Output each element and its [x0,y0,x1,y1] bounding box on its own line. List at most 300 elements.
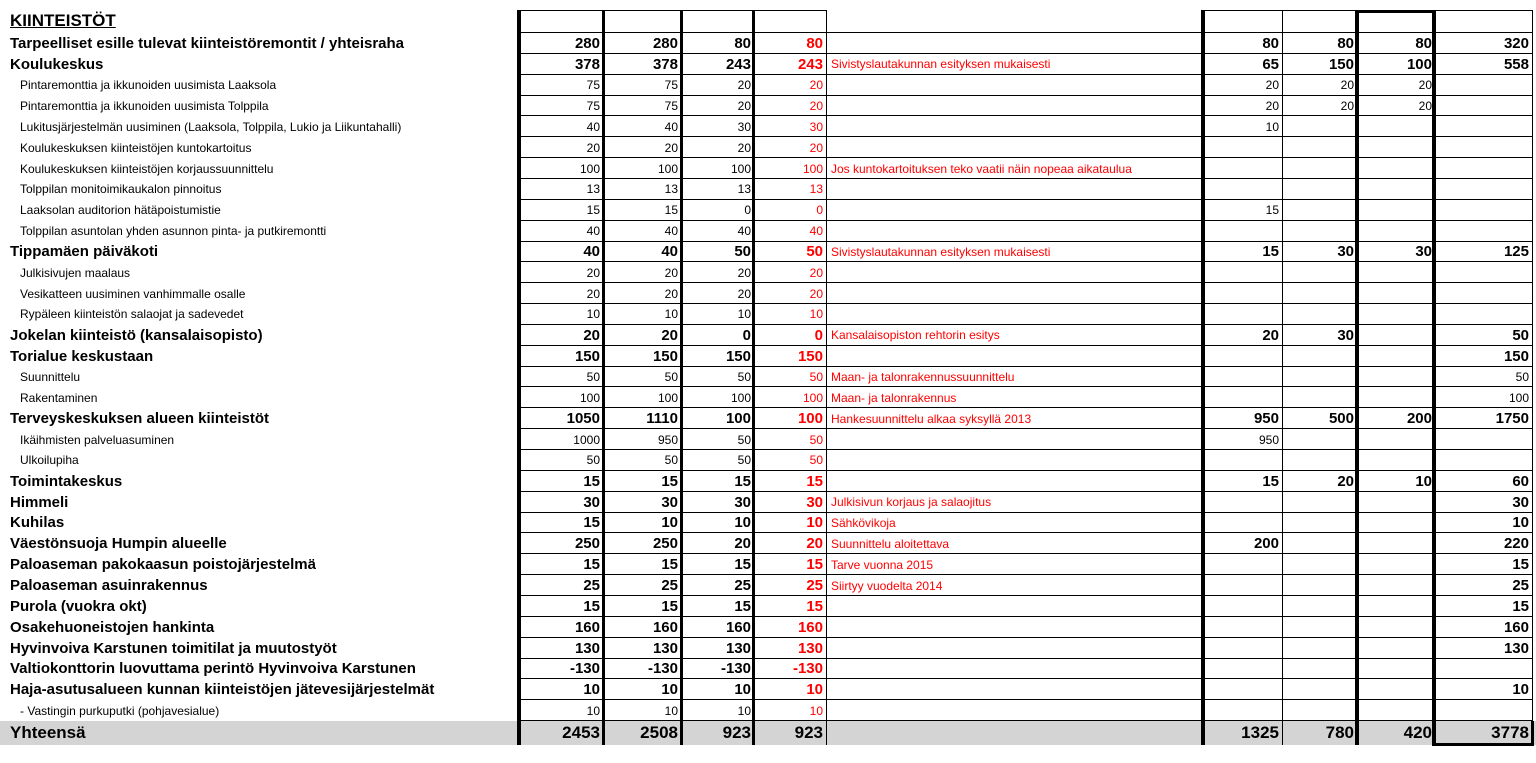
row-divider [826,428,1203,429]
total-forecast-cell: 1325 [1241,723,1279,743]
row-divider [826,407,1203,408]
forecast-cell [1282,533,1357,554]
forecast-cell [1435,116,1532,137]
forecast-cell [1203,387,1282,408]
row-divider [520,74,826,75]
value-cell: 10 [586,307,600,322]
total-label: Yhteensä [10,723,86,743]
forecast-cell: 150 [1328,55,1354,73]
row-label: Hyvinvoiva Karstunen toimitilat ja muutostyöt [10,639,337,657]
row-divider [520,470,826,471]
forecast-cell [1282,221,1357,242]
value-cell: 150 [574,347,600,365]
forecast-cell [1282,513,1357,534]
forecast-cell: 100 [1406,55,1432,73]
value-cell: 25 [583,577,600,595]
value-cell: 50 [586,453,600,468]
forecast-cell [1203,367,1282,388]
value-cell: 20 [664,140,678,155]
value-cell: 10 [737,703,751,718]
row-divider [1203,637,1532,638]
forecast-cell [1203,679,1282,700]
thick-column-divider [602,10,605,745]
comment-cell: Sivistyslautakunnan esityksen mukaisesti [831,244,1051,259]
value-cell: -130 [647,660,678,678]
value-cell: 150 [797,347,823,365]
value-cell: -130 [569,660,600,678]
row-divider [826,74,1203,75]
total-forecast-cell: 3778 [1491,723,1529,743]
value-cell: 100 [730,390,751,405]
row-label: Koulukeskus [10,55,104,73]
value-cell: 13 [809,182,823,197]
row-divider [826,324,1203,325]
value-cell: 50 [734,243,751,261]
value-cell: 10 [734,514,751,532]
comment-cell [829,638,1199,659]
value-cell: 40 [664,224,678,239]
forecast-cell [1282,659,1357,680]
row-divider [520,658,826,659]
forecast-cell [1435,700,1532,721]
value-cell: 280 [574,34,600,52]
row-divider [520,115,826,116]
forecast-cell: 950 [1253,410,1279,428]
forecast-cell [1357,262,1435,283]
table-row [0,54,1536,75]
row-label: Ulkoilupiha [20,453,79,468]
value-cell: 15 [661,472,678,490]
forecast-cell [1282,679,1357,700]
forecast-cell: 80 [1262,34,1279,52]
row-divider [826,491,1203,492]
comment-cell: Kansalaisopiston rehtorin esitys [831,328,1000,343]
forecast-cell: 160 [1503,618,1529,636]
forecast-cell [1357,513,1435,534]
row-label: Valtiokonttorin luovuttama perintö Hyvinvoiva Karstunen [10,660,416,678]
table-row [0,638,1536,659]
forecast-cell: 10 [1512,681,1529,699]
forecast-cell: 20 [1418,98,1432,113]
table-row [0,221,1536,242]
value-cell: 15 [583,556,600,574]
comment-cell [829,75,1199,96]
value-cell: 20 [664,286,678,301]
forecast-cell [1282,262,1357,283]
total-forecast-cell: 780 [1325,723,1354,743]
thick-column-divider [752,10,755,745]
value-cell: 130 [652,639,678,657]
value-cell: -130 [720,660,751,678]
forecast-cell [1435,179,1532,200]
value-cell: 30 [809,119,823,134]
forecast-cell [1203,638,1282,659]
value-cell: 100 [657,390,678,405]
row-divider [1203,512,1532,513]
row-divider [1203,74,1532,75]
forecast-cell [1282,304,1357,325]
total-value-cell: 2453 [562,723,600,743]
value-cell: 75 [586,98,600,113]
value-cell: 100 [730,161,751,176]
total-value-cell: 923 [722,723,751,743]
forecast-cell [1203,450,1282,471]
row-divider [1203,261,1532,262]
value-cell: 130 [574,639,600,657]
row-divider [1203,241,1532,242]
forecast-cell: 320 [1503,34,1529,52]
value-cell: 30 [661,493,678,511]
forecast-cell [1435,304,1532,325]
value-cell: 50 [664,370,678,385]
value-cell: 13 [737,182,751,197]
value-cell: 15 [661,556,678,574]
row-divider [826,178,1203,179]
row-divider [1203,449,1532,450]
comment-cell [829,179,1199,200]
forecast-cell: 15 [1262,472,1279,490]
forecast-cell [1203,158,1282,179]
row-divider [1203,491,1532,492]
value-cell: 20 [809,98,823,113]
value-cell: 15 [583,597,600,615]
value-cell: 30 [734,493,751,511]
row-label: Jokelan kiinteistö (kansalaisopisto) [10,326,263,344]
table-row [0,408,1536,429]
row-divider [826,157,1203,158]
forecast-cell [1282,617,1357,638]
forecast-cell [1435,659,1532,680]
value-cell: 250 [574,535,600,553]
value-cell: 15 [734,556,751,574]
forecast-cell [1203,575,1282,596]
value-cell: 1110 [646,410,678,428]
row-divider [826,282,1203,283]
table-row [0,304,1536,325]
forecast-cell [1357,179,1435,200]
row-divider [520,491,826,492]
row-divider [826,32,1203,33]
row-divider [1203,616,1532,617]
comment-cell [829,283,1199,304]
forecast-cell [1435,283,1532,304]
value-cell: 10 [586,703,600,718]
comment-cell [829,450,1199,471]
row-divider [520,241,826,242]
value-cell: 10 [809,307,823,322]
value-cell: 100 [579,161,600,176]
row-divider [1203,428,1532,429]
row-divider [1203,136,1532,137]
row-label: Paloaseman asuinrakennus [10,577,208,595]
value-cell: 15 [734,597,751,615]
forecast-cell: 20 [1265,78,1279,93]
forecast-cell [1435,429,1532,450]
value-cell: 15 [734,472,751,490]
row-divider [1203,199,1532,200]
table-row [0,346,1536,367]
table-row [0,283,1536,304]
forecast-cell: 20 [1262,326,1279,344]
row-divider [826,637,1203,638]
value-cell: 10 [583,681,600,699]
comment-cell: Maan- ja talonrakennussuunnittelu [831,370,1015,385]
total-row [0,721,1536,745]
forecast-cell [1357,221,1435,242]
forecast-cell: 80 [1415,34,1432,52]
row-divider [520,699,826,700]
table-row [0,554,1536,575]
column-divider [1532,10,1533,745]
forecast-cell [1357,596,1435,617]
row-label: Rypäleen kiinteistön salaojat ja sadevedet [20,307,244,322]
value-cell: 40 [586,224,600,239]
table-row [0,596,1536,617]
row-divider [826,532,1203,533]
row-label: Tolppilan monitoimikaukalon pinnoitus [20,182,222,197]
value-cell: 20 [809,286,823,301]
value-cell: 30 [806,493,823,511]
row-divider [826,220,1203,221]
row-divider [1203,658,1532,659]
value-cell: -130 [792,660,823,678]
box-right [1531,721,1534,745]
forecast-cell: 125 [1503,243,1529,261]
row-divider [826,595,1203,596]
forecast-cell [1357,679,1435,700]
row-label: Paloaseman pakokaasun poistojärjestelmä [10,556,316,574]
forecast-cell [1282,700,1357,721]
forecast-cell [1435,75,1532,96]
row-divider [826,699,1203,700]
value-cell: 50 [737,370,751,385]
row-divider [1203,32,1532,33]
forecast-cell: 65 [1262,55,1279,73]
forecast-cell [1357,158,1435,179]
value-cell: 15 [583,514,600,532]
comment-cell: Hankesuunnittelu alkaa syksyllä 2013 [831,411,1032,426]
forecast-cell: 50 [1512,326,1529,344]
comment-cell: Sivistyslautakunnan esityksen mukaisesti [831,57,1051,72]
row-divider [1203,220,1532,221]
forecast-cell [1357,554,1435,575]
value-cell: 20 [734,535,751,553]
forecast-cell [1203,492,1282,513]
row-divider [1203,157,1532,158]
table-row [0,533,1536,554]
row-divider [520,512,826,513]
forecast-cell: 30 [1337,243,1354,261]
row-label: Tippamäen päiväkoti [10,243,159,261]
value-cell: 50 [806,243,823,261]
value-cell: 13 [664,182,678,197]
comment-cell: Suunnittelu aloitettava [831,536,950,551]
value-cell: 20 [809,78,823,93]
table-row [0,325,1536,346]
forecast-cell [1203,596,1282,617]
forecast-cell [1282,575,1357,596]
value-cell: 10 [806,681,823,699]
row-divider [826,574,1203,575]
value-cell: 10 [661,514,678,532]
value-cell: 1050 [566,410,600,428]
row-divider [826,261,1203,262]
forecast-cell: 20 [1340,98,1354,113]
row-divider [1203,345,1532,346]
forecast-cell [1357,617,1435,638]
value-cell: 10 [806,514,823,532]
table-row [0,158,1536,179]
forecast-cell [1282,554,1357,575]
header-divider [520,10,826,11]
row-divider [1203,324,1532,325]
forecast-cell [1435,158,1532,179]
forecast-cell: 30 [1512,493,1529,511]
row-divider [520,386,826,387]
row-divider [826,53,1203,54]
forecast-cell [1203,617,1282,638]
table-row [0,700,1536,721]
row-label: Toimintakeskus [10,472,123,490]
forecast-cell [1282,116,1357,137]
value-cell: 160 [797,618,823,636]
row-divider [520,345,826,346]
value-cell: 50 [664,453,678,468]
value-cell: 1000 [573,432,600,447]
value-cell: 20 [809,140,823,155]
row-divider [1203,178,1532,179]
thick-column-divider [1355,10,1359,745]
forecast-cell [1357,304,1435,325]
column-divider [826,10,827,745]
forecast-cell [1357,137,1435,158]
table-row [0,575,1536,596]
forecast-cell [1357,346,1435,367]
forecast-cell: 130 [1503,639,1529,657]
value-cell: 20 [586,140,600,155]
forecast-cell: 200 [1253,535,1279,553]
comment-cell [829,471,1199,492]
forecast-cell [1282,158,1357,179]
comment-cell [829,304,1199,325]
row-label: - Vastingin purkuputki (pohjavesialue) [20,703,220,718]
value-cell: 378 [652,55,678,73]
comment-cell: Siirtyy vuodelta 2014 [831,578,943,593]
forecast-cell: 150 [1503,347,1529,365]
forecast-cell [1203,137,1282,158]
comment-cell [829,659,1199,680]
row-divider [1203,720,1532,721]
row-divider [520,595,826,596]
table-row [0,75,1536,96]
value-cell: 75 [664,78,678,93]
value-cell: 80 [806,34,823,52]
row-divider [1203,574,1532,575]
value-cell: 50 [737,453,751,468]
forecast-cell [1357,533,1435,554]
forecast-cell [1203,700,1282,721]
row-divider [520,616,826,617]
forecast-cell [1435,96,1532,117]
forecast-cell: 220 [1503,535,1529,553]
table-row [0,471,1536,492]
value-cell: 40 [661,243,678,261]
forecast-cell [1203,554,1282,575]
value-cell: 20 [737,265,751,280]
value-cell: 50 [809,432,823,447]
row-label: Himmeli [10,493,69,511]
value-cell: 30 [583,493,600,511]
row-divider [826,345,1203,346]
table-row [0,242,1536,263]
total-forecast-cell: 420 [1403,723,1432,743]
value-cell: 10 [809,703,823,718]
value-cell: 20 [583,326,600,344]
row-divider [520,324,826,325]
value-cell: 40 [809,224,823,239]
row-divider [520,136,826,137]
value-cell: 20 [586,265,600,280]
value-cell: 280 [652,34,678,52]
row-label: Purola (vuokra okt) [10,597,147,615]
row-divider [826,512,1203,513]
forecast-cell: 100 [1508,390,1529,405]
table-row [0,262,1536,283]
value-cell: 20 [737,78,751,93]
forecast-cell [1435,262,1532,283]
row-label: Laaksolan auditorion hätäpoistumistie [20,203,221,218]
row-label: Ikäihmisten palveluasuminen [20,432,175,447]
forecast-cell [1282,200,1357,221]
row-divider [826,678,1203,679]
value-cell: 243 [797,55,823,73]
value-cell: 10 [661,681,678,699]
value-cell: 15 [664,203,678,218]
row-label: Vesikatteen uusiminen vanhimmalle osalle [20,286,246,301]
box-bottom [1432,743,1534,746]
value-cell: 100 [657,161,678,176]
forecast-cell [1282,137,1357,158]
row-label: Pintaremonttia ja ikkunoiden uusimista Laaksola [20,78,277,93]
box-top [1355,10,1436,13]
value-cell: 250 [652,535,678,553]
forecast-cell [1203,221,1282,242]
row-divider [1203,95,1532,96]
row-label: Julkisivujen maalaus [20,265,131,280]
forecast-cell [1203,346,1282,367]
row-label: Haja-asutusalueen kunnan kiinteistöjen jätevesijärjestelmät [10,681,435,699]
value-cell: 130 [797,639,823,657]
row-divider [520,553,826,554]
value-cell: 100 [802,390,823,405]
forecast-cell [1282,638,1357,659]
forecast-cell [1282,367,1357,388]
row-divider [1203,553,1532,554]
forecast-cell [1282,492,1357,513]
row-divider [520,32,826,33]
comment-cell [829,262,1199,283]
table-row [0,387,1536,408]
row-label: Koulukeskuksen kiinteistöjen kuntokartoitus [20,140,252,155]
row-label: Tolppilan asuntolan yhden asunnon pinta- ja putkiremontti [20,224,327,239]
value-cell: 13 [586,182,600,197]
forecast-cell [1282,346,1357,367]
thick-column-divider [1432,10,1436,745]
row-divider [1203,595,1532,596]
forecast-cell [1203,659,1282,680]
value-cell: 20 [586,286,600,301]
forecast-cell [1357,659,1435,680]
